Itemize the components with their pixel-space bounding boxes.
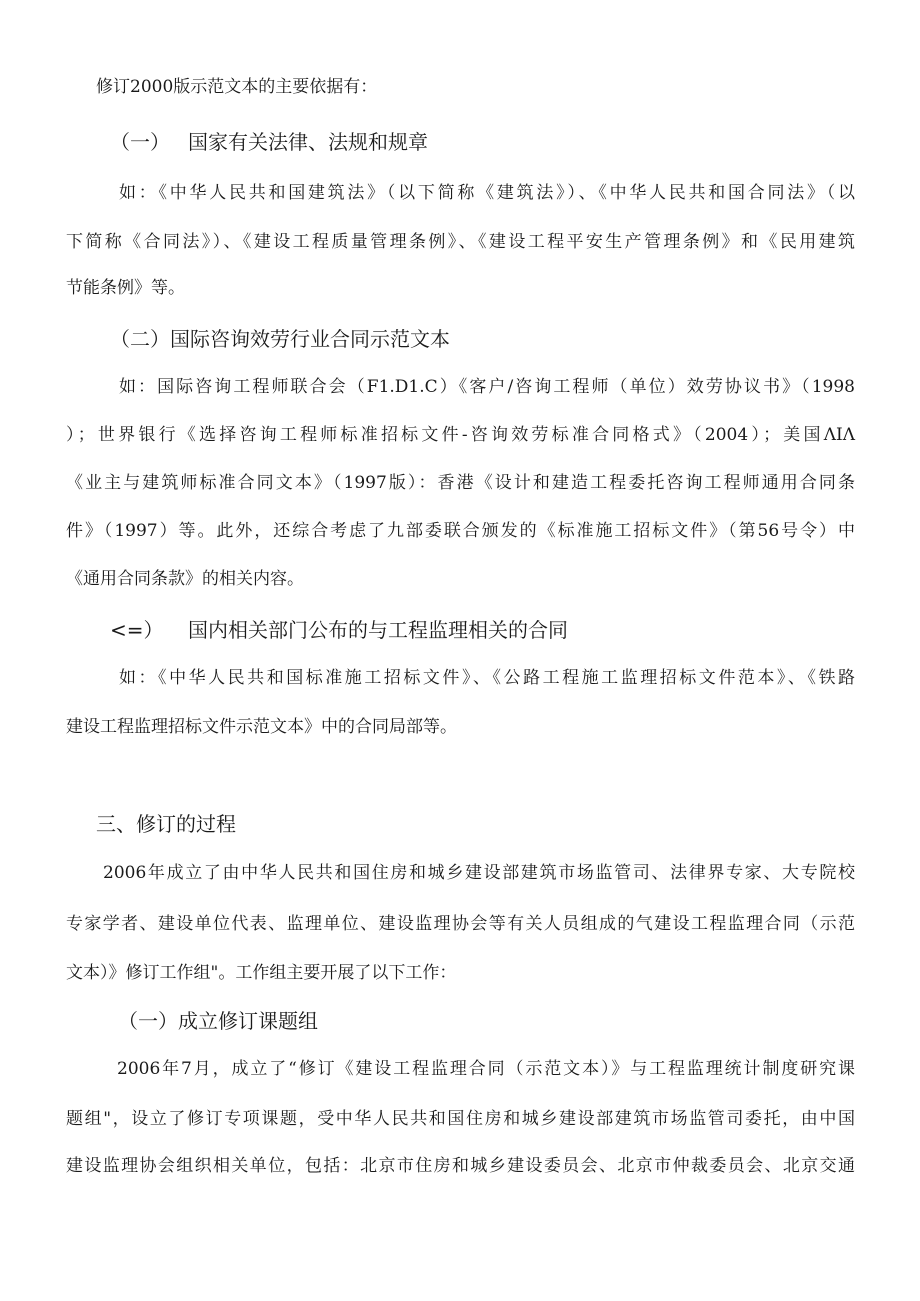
section-1-line-2: 下简称《合同法》）、《建设工程质量管理条例》、《建设工程平安生产管理条例》和《民用建筑: [66, 232, 855, 252]
part-3-section-1-heading: [118, 1008, 318, 1034]
section-2-title: 国际咨询效劳行业合同示范文本: [170, 327, 450, 351]
section-2-line-1: 如：国际咨询工程师联合会（F1.D1.C）《客户/咨询工程师（单位）效劳协议书》（1998: [119, 377, 855, 397]
part-3-section-1-title: 成立修订课题组: [178, 1009, 318, 1033]
section-1-heading: [110, 129, 428, 155]
section-3-line-1: 如：《中华人民共和国标准施工招标文件》、《公路工程施工监理招标文件范本》、《铁路: [119, 668, 855, 688]
part-3-line-2: 专家学者、建设单位代表、监理单位、建设监理协会等有关人员组成的气建设工程监理合同（示范: [66, 914, 855, 934]
part-3-section-1-line-3: 建设监理协会组织相关单位，包括：北京市住房和城乡建设委员会、北京市仲裁委员会、北京交通: [66, 1156, 855, 1176]
section-2-line-4: 件》（1997）等。此外，还综合考虑了九部委联合颁发的《标准施工招标文件》（第56号令）中: [66, 521, 855, 541]
section-1-marker: （一）: [110, 130, 170, 154]
section-3-heading: [110, 617, 568, 643]
section-2-heading: [110, 326, 450, 352]
section-1-line-1: 如：《中华人民共和国建筑法》（以下简称《建筑法》）、《中华人民共和国合同法》（以: [119, 183, 855, 203]
section-3-title: 国内相关部门公布的与工程监理相关的合同: [188, 618, 568, 642]
section-2-line-2: ）；世界银行《选择咨询工程师标准招标文件-咨询效劳标准合同格式》（2004）；美国ΛIΛ: [66, 425, 855, 445]
part-3-section-1-line-1: 2006年7月，成立了“修订《建设工程监理合同（示范文本）》与工程监理统计制度研究课: [117, 1059, 855, 1079]
section-3-line-2: 建设工程监理招标文件示范文本》中的合同局部等。: [66, 717, 457, 737]
section-2-line-5: 《通用合同条款》的相关内容。: [66, 569, 304, 589]
section-1-title: 国家有关法律、法规和规章: [188, 130, 428, 154]
part-3-section-1-line-2: 题组"，设立了修订专项课题，受中华人民共和国住房和城乡建设部建筑市场监管司委托，由中国: [66, 1109, 855, 1129]
part-3-line-1: 2006年成立了由中华人民共和国住房和城乡建设部建筑市场监管司、法律界专家、大专院校: [103, 863, 855, 883]
intro-line: 修订2000版示范文本的主要依据有：: [96, 77, 378, 97]
part-3-section-1-marker: （一）: [118, 1009, 178, 1033]
section-2-line-3: 《业主与建筑师标准合同文本》（1997版）：香港《设计和建造工程委托咨询工程师通用合同条: [66, 473, 855, 493]
section-1-line-3: 节能条例》等。: [66, 278, 185, 298]
section-2-marker: （二）: [110, 327, 170, 351]
section-3-marker: <=）: [110, 618, 164, 642]
part-3-line-3: 文本）》修订工作组"。工作组主要开展了以下工作：: [66, 963, 457, 983]
part-3-title: 三、修订的过程: [96, 812, 236, 836]
